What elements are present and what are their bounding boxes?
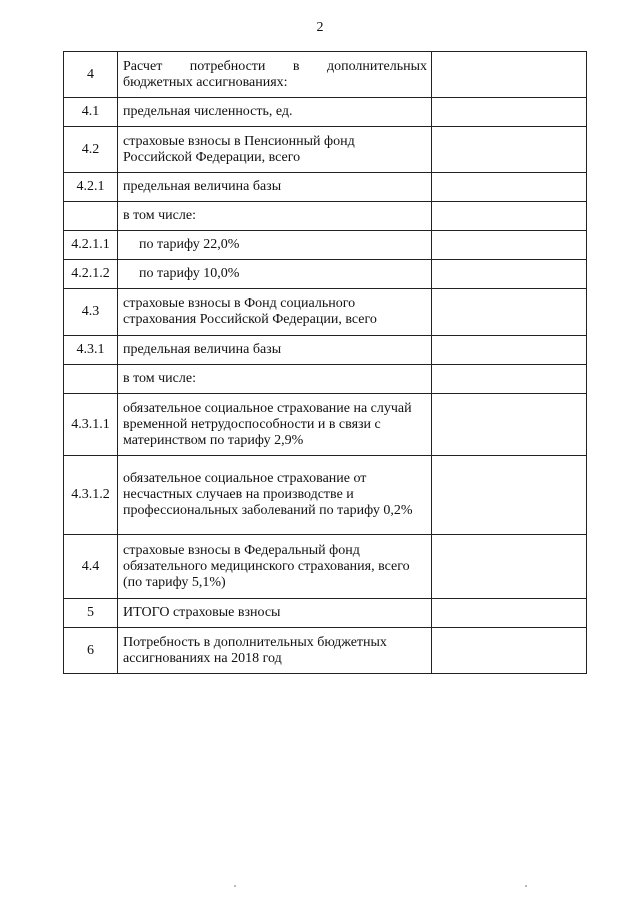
row-number-cell: 6 (64, 628, 118, 674)
row-description-cell (118, 260, 432, 289)
row-description-cell: предельная численность, ед. (118, 98, 432, 127)
scan-speck (234, 885, 236, 887)
table-row (64, 231, 587, 260)
scan-speck (525, 885, 527, 887)
row-description-line-2: бюджетных ассигнованиях: (123, 74, 288, 90)
row-value-cell (432, 394, 587, 456)
row-description-cell: Потребность в дополнительных бюджетных ассигнованиях на 2018 год (118, 628, 432, 674)
row-description-cell (118, 231, 432, 260)
row-description-cell: в том числе: (118, 202, 432, 231)
table-row (64, 535, 587, 599)
table-row (64, 98, 587, 127)
table-row (64, 394, 587, 456)
row-number-cell: 4 (64, 52, 118, 98)
row-description-cell: предельная величина базы (118, 336, 432, 365)
row-description-cell: обязательное социальное страхование от несчастных случаев на производстве и профессиональных заболеваний по тарифу 0,2% (118, 456, 432, 535)
row-description-cell: в том числе: (118, 365, 432, 394)
row-value-cell (432, 628, 587, 674)
row-number-cell: 5 (64, 599, 118, 628)
row-number-cell (64, 365, 118, 394)
row-description-cell: ИТОГО страховые взносы (118, 599, 432, 628)
row-number-cell: 4.3.1 (64, 336, 118, 365)
table-row (64, 52, 587, 98)
row-value-cell (432, 365, 587, 394)
table-row (64, 628, 587, 674)
row-description-line-1: Расчет потребности в дополнительных (123, 58, 427, 74)
table-row (64, 599, 587, 628)
row-value-cell (432, 289, 587, 336)
table-row (64, 336, 587, 365)
row-description-cell: предельная величина базы (118, 173, 432, 202)
table-row (64, 365, 587, 394)
row-number-cell (64, 202, 118, 231)
row-number-cell: 4.2.1.2 (64, 260, 118, 289)
row-number-cell: 4.2.1 (64, 173, 118, 202)
row-number-cell: 4.4 (64, 535, 118, 599)
budget-calculation-table (63, 51, 587, 674)
table-row (64, 260, 587, 289)
row-number-cell: 4.2 (64, 127, 118, 173)
row-value-cell (432, 260, 587, 289)
row-value-cell (432, 599, 587, 628)
row-value-cell (432, 535, 587, 599)
table-row (64, 289, 587, 336)
row-description-cell: страховые взносы в Фонд социального страхования Российской Федерации, всего (118, 289, 432, 336)
row-value-cell (432, 52, 587, 98)
row-description-cell (118, 52, 432, 98)
row-value-cell (432, 231, 587, 260)
row-number-cell: 4.3.1.1 (64, 394, 118, 456)
row-value-cell (432, 98, 587, 127)
row-number-cell: 4.3.1.2 (64, 456, 118, 535)
row-value-cell (432, 127, 587, 173)
table-row (64, 202, 587, 231)
table-row (64, 173, 587, 202)
row-value-cell (432, 202, 587, 231)
row-description-cell: страховые взносы в Пенсионный фонд Российской Федерации, всего (118, 127, 432, 173)
page-number: 2 (316, 20, 324, 35)
row-description-text: по тарифу 22,0% (139, 237, 240, 252)
row-description-cell: обязательное социальное страхование на случай временной нетрудоспособности и в связи с материнством по тарифу 2,9% (118, 394, 432, 456)
row-value-cell (432, 336, 587, 365)
row-value-cell (432, 173, 587, 202)
table-row (64, 127, 587, 173)
row-number-cell: 4.2.1.1 (64, 231, 118, 260)
row-number-cell: 4.1 (64, 98, 118, 127)
row-description-text: по тарифу 10,0% (139, 266, 240, 281)
table-row (64, 456, 587, 535)
row-number-cell: 4.3 (64, 289, 118, 336)
row-description-cell: страховые взносы в Федеральный фонд обязательного медицинского страхования, всего (по тарифу 5,1%) (118, 535, 432, 599)
row-value-cell (432, 456, 587, 535)
